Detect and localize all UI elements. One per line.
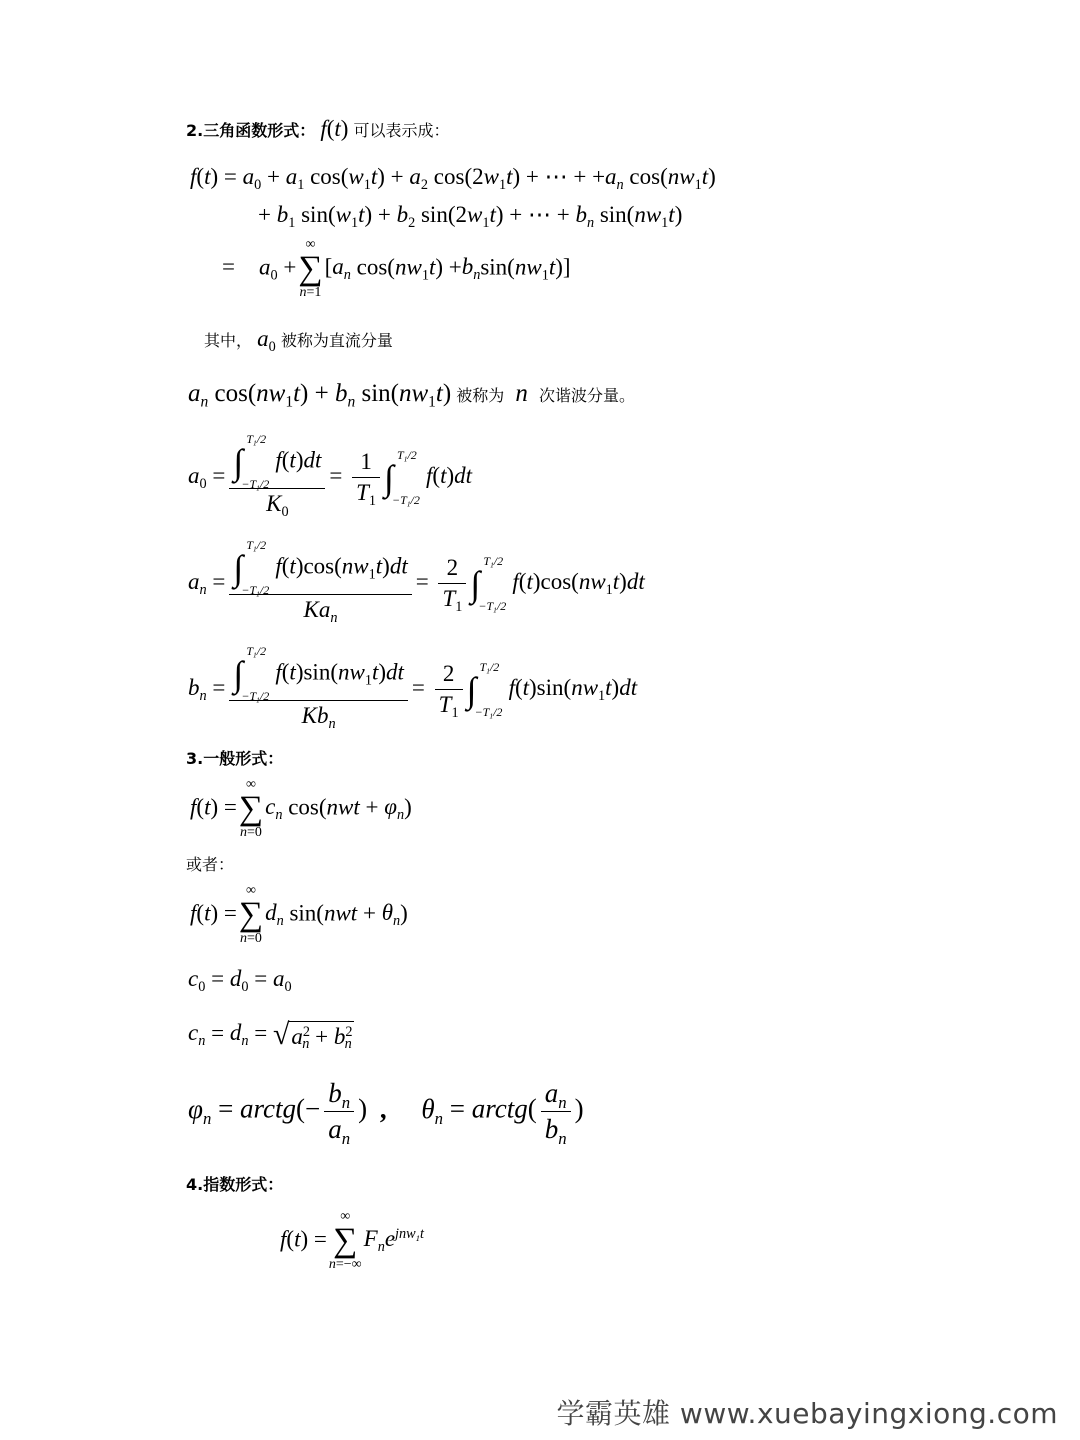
formula-exponential: f(t) = ∞ ∑ n=−∞ $F_ne^{jnw_1t}$ [280, 1209, 425, 1272]
square-root: $√a^2_n + b^2_n$ [272, 1018, 353, 1053]
formula-general-cos: f(t) = ∞ ∑ n=0 $c_n$ $\cos(nwt + \varphi_n)$ [190, 777, 412, 840]
formula-trig-series-line1: $f(t) = a_0 + a_1$ $\cos(w_1t) + a_2$ $\cos(2w_1t)$ + ⋯ + $+a_n$ $\cos(nw_1t)$ [190, 164, 716, 193]
formula-bn: $b_n$ = ∫ $T_1/2$ $-T_1/2$ $f(t)\sin(nw_1t)dt$ $Kb_n$ = $\frac{2}{T_1}$ ∫ $T_1/2$ $-T_1/2$ $f(t)\sin(nw_1t)dt$ [188, 644, 638, 732]
watermark: 学霸英雄 www.xuebayingxiong.com [556, 1397, 1058, 1430]
note-harmonic-label: 被称为 [456, 386, 505, 405]
section3-title: 3.一般形式： [186, 749, 284, 768]
note-harmonic-suffix: 次谐波分量。 [539, 386, 636, 405]
note-harmonic-component [188, 380, 636, 411]
section2-title: 2.三角函数形式： [186, 121, 316, 140]
formula-trig-series-line2: + $b_1$ $\sin(w_1t) + b_2$ $\sin(2w_1t)$ + ⋯ + $b_n$ $\sin(nw_1t)$ [258, 202, 683, 231]
note-dc-component [204, 326, 393, 355]
symbol-n: n [515, 380, 528, 407]
section2-heading [186, 116, 450, 142]
summation-sign: ∞ ∑ n=1 [298, 237, 323, 300]
formula-f-of-t-inline: f(t) [320, 116, 349, 141]
section4-title: 4.指数形式： [186, 1175, 284, 1194]
formula-harmonic-term: $a_n$ $\cos(nw_1t) + b_n$ $\sin(nw_1t)$ [188, 380, 452, 411]
formula-a0: $a_0$ = ∫ $T_1/2$ $-T_1/2$ f(t)dt $K_0$ = $\frac{1}{T_1}$ ∫ $T_1/2$ $-T_1/2$ f(t)dt [188, 432, 473, 520]
note-a0-prefix: 其中， [204, 331, 253, 350]
formula-phase-angles: $\varphi_n$ = arctg(− $\frac{b_n}{a_n}$ ) , $\theta_n$ = arctg( $\frac{a_n}{b_n}$ ) [188, 1078, 584, 1148]
formula-an: $a_n$ = ∫ $T_1/2$ $-T_1/2$ $f(t)\cos(nw_1t)dt$ $Ka_n$ = $\frac{2}{T_1}$ ∫ $T_1/2$ $-T_1/2$ $f(t)\cos(nw_1t)dt$ [188, 538, 645, 626]
formula-c0-d0: $c_0 = d_0 = a_0$ [188, 966, 292, 995]
note-a0-suffix: 被称为直流分量 [280, 331, 393, 350]
formula-trig-series-sum: = $a_0$ + ∞ ∑ n=1 [$a_n$ $\cos(nw_1t) +b_n\sin(nw_1t)$] [222, 237, 571, 300]
section2-title-suffix: 可以表示成： [353, 121, 450, 140]
formula-cn-dn: $c_n = d_n = √a^2_n + b^2_n$ [188, 1018, 353, 1053]
or-label: 或者： [186, 855, 235, 874]
symbol-a0: $a_0$ [257, 326, 276, 355]
formula-general-sin: f(t) = ∞ ∑ n=0 $d_n$ $\sin(nwt + \theta_n)$ [190, 883, 408, 946]
